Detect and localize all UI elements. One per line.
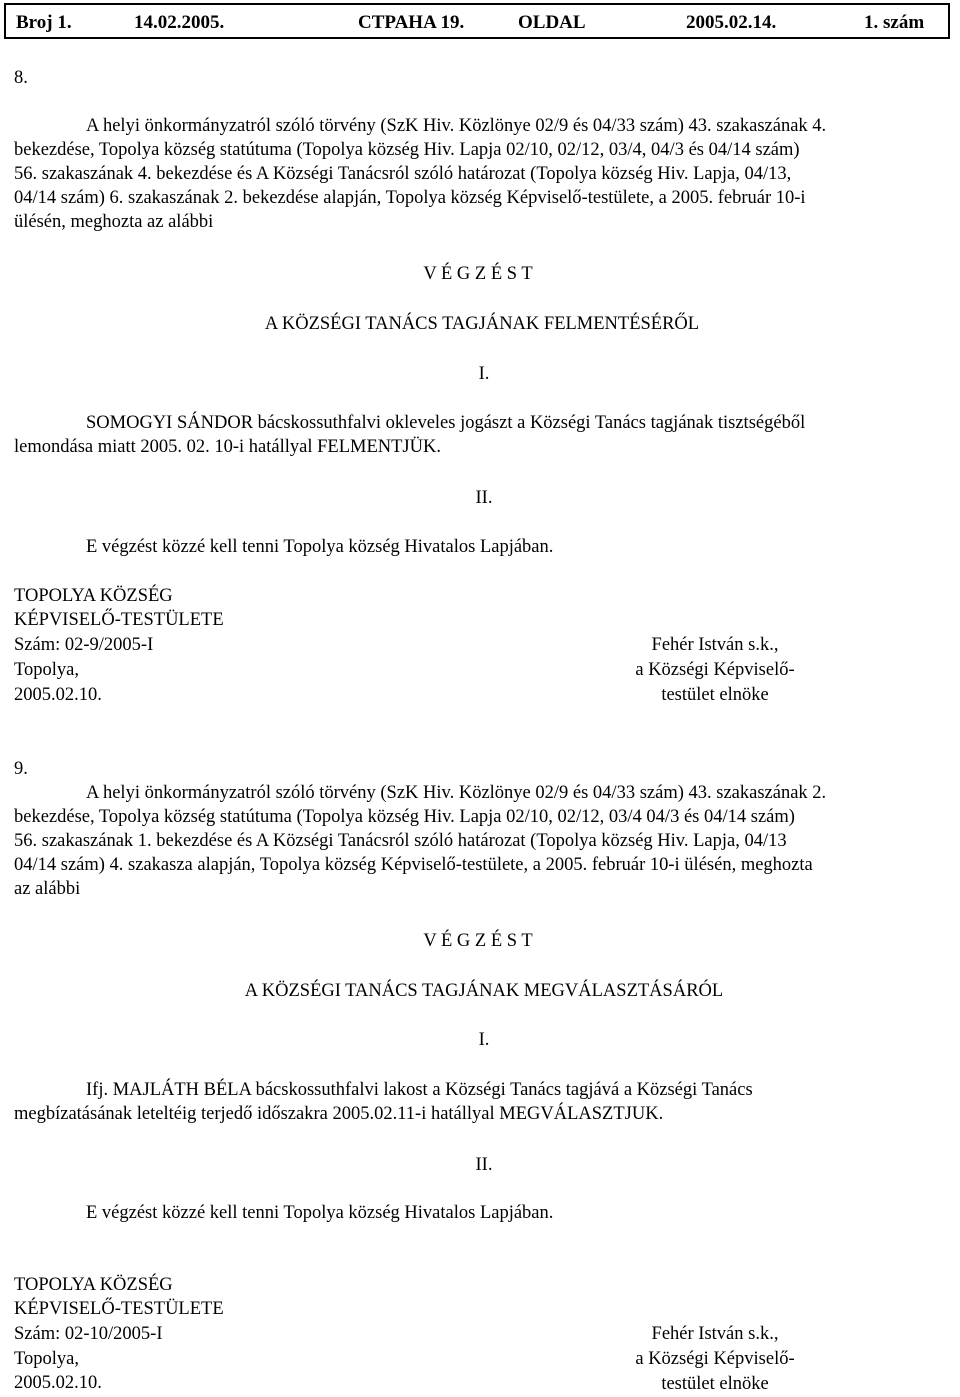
date: 2005.02.10. bbox=[14, 1373, 102, 1393]
section-text: E végzést közzé kell tenni Topolya község Hivatalos Lapjában. bbox=[86, 1203, 554, 1223]
date: 2005.02.10. bbox=[14, 685, 102, 705]
reference-number: Szám: 02-9/2005-I bbox=[14, 635, 154, 655]
issuer-line: TOPOLYA KÖZSÉG bbox=[14, 1275, 173, 1295]
decision-subject: A KÖZSÉGI TANÁCS TAGJÁNAK MEGVÁLASZTÁSÁRÓL bbox=[244, 981, 724, 1001]
preamble-line: ülésén, meghozta az alábbi bbox=[14, 212, 214, 232]
preamble-line: 56. szakaszának 1. bekezdése és A Községi Tanácsról szóló határozat (Topolya község Hiv. Lapja, 04/13 bbox=[14, 831, 787, 851]
issuer-line: KÉPVISELŐ-TESTÜLETE bbox=[14, 1299, 224, 1319]
signer-name: Fehér István s.k., bbox=[651, 635, 779, 655]
header-date-sr: 14.02.2005. bbox=[134, 12, 225, 33]
header-issue: Broj 1. bbox=[16, 12, 72, 33]
section-text: E végzést közzé kell tenni Topolya község Hivatalos Lapjában. bbox=[86, 537, 554, 557]
header-page-sr: CTPAHA 19. bbox=[358, 12, 465, 33]
preamble-line: az alábbi bbox=[14, 879, 81, 899]
header-date-hu: 2005.02.14. bbox=[686, 12, 777, 33]
preamble-line: 04/14 szám) 6. szakaszának 2. bekezdése alapján, Topolya község Képviselő-testülete, a 2005. február 10-i bbox=[14, 188, 806, 208]
issuer-line: TOPOLYA KÖZSÉG bbox=[14, 586, 173, 606]
signer-name: Fehér István s.k., bbox=[651, 1324, 779, 1344]
header-page-hu: OLDAL bbox=[518, 12, 586, 33]
section-text-line: Ifj. MAJLÁTH BÉLA bácskossuthfalvi lakost a Községi Tanács tagjává a Községi Tanács bbox=[86, 1080, 753, 1100]
preamble-line: 56. szakaszának 4. bekezdése és A Községi Tanácsról szóló határozat (Topolya község Hiv. Lapja, 04/13, bbox=[14, 164, 792, 184]
header-issue-hu: 1. szám bbox=[864, 12, 925, 33]
decision-subject: A KÖZSÉGI TANÁCS TAGJÁNAK FELMENTÉSÉRŐL bbox=[264, 314, 700, 334]
decision-heading: V É G Z É S T bbox=[423, 931, 533, 951]
preamble-line: bekezdése, Topolya község statútuma (Topolya község Hiv. Lapja 02/10, 02/12, 03/4, 04/3 és 04/14 szám) bbox=[14, 140, 800, 160]
section-text-line: SOMOGYI SÁNDOR bácskossuthfalvi okleveles jogászt a Községi Tanács tagjának tisztségéből bbox=[86, 413, 806, 433]
preamble-line: A helyi önkormányzatról szóló törvény (SzK Hiv. Közlönye 02/9 és 04/33 szám) 43. szakaszának 4. bbox=[86, 116, 827, 136]
signer-title: testület elnöke bbox=[661, 1374, 769, 1394]
place: Topolya, bbox=[14, 660, 79, 680]
section-label: II. bbox=[475, 1155, 493, 1175]
preamble-line: bekezdése, Topolya község statútuma (Topolya község Hiv. Lapja 02/10, 02/12, 03/4 04/3 és 04/14 szám) bbox=[14, 807, 795, 827]
preamble-line: 04/14 szám) 4. szakasza alapján, Topolya község Képviselő-testülete, a 2005. február 10-i ülésén, meghozta bbox=[14, 855, 813, 875]
signer-title: testület elnöke bbox=[661, 685, 769, 705]
signature-block bbox=[600, 633, 830, 708]
page-header bbox=[4, 3, 950, 39]
section-label: II. bbox=[475, 488, 493, 508]
issuer-line: KÉPVISELŐ-TESTÜLETE bbox=[14, 610, 224, 630]
signer-title: a Községi Képviselő- bbox=[635, 1349, 795, 1369]
preamble-line: A helyi önkormányzatról szóló törvény (SzK Hiv. Közlönye 02/9 és 04/33 szám) 43. szakaszának 2. bbox=[86, 783, 827, 803]
decision-heading: V É G Z É S T bbox=[423, 264, 533, 284]
place: Topolya, bbox=[14, 1349, 79, 1369]
section-label: I. bbox=[478, 364, 490, 384]
signature-block bbox=[600, 1322, 830, 1396]
section-text-line: lemondása miatt 2005. 02. 10-i hatállyal FELMENTJÜK. bbox=[14, 437, 441, 457]
section-label: I. bbox=[478, 1030, 490, 1050]
section-text-line: megbízatásának leteltéig terjedő időszakra 2005.02.11-i hatállyal MEGVÁLASZTJUK. bbox=[14, 1104, 664, 1124]
reference-number: Szám: 02-10/2005-I bbox=[14, 1324, 163, 1344]
signer-title: a Községi Képviselő- bbox=[635, 660, 795, 680]
decision-number: 8. bbox=[14, 68, 28, 88]
decision-number: 9. bbox=[14, 759, 28, 779]
